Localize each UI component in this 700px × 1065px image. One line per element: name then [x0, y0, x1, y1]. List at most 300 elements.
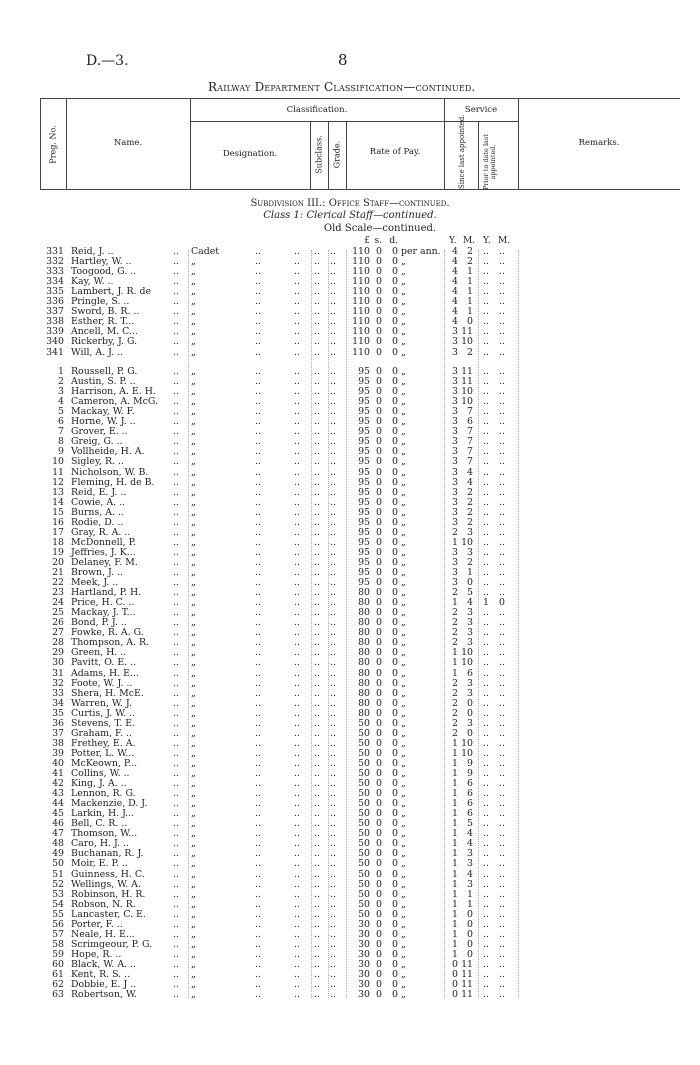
since-months: 0	[467, 577, 473, 589]
grade: ..	[330, 788, 336, 800]
leader-dots: ..	[173, 898, 179, 910]
table-row	[0, 859, 700, 869]
leader-dots: ..	[255, 597, 261, 609]
subclass: ..	[314, 426, 320, 438]
pay-shillings: 0	[376, 958, 382, 970]
grade: ..	[330, 346, 336, 358]
since-years: 1	[452, 647, 458, 659]
pay-pence: 0	[392, 536, 398, 548]
staff-name: Will, A. J. ..	[71, 346, 124, 358]
preg-no: 36	[52, 717, 64, 729]
grade: ..	[330, 597, 336, 609]
prior-months: ..	[499, 476, 505, 488]
prior-months: 0	[499, 597, 505, 609]
pay-pounds: 95	[358, 536, 370, 548]
since-years: 1	[452, 737, 458, 749]
leader-dots: ..	[294, 486, 300, 498]
leader-dots: ..	[255, 296, 261, 308]
grade: ..	[330, 818, 336, 830]
pay-pence: 0	[392, 506, 398, 518]
grade: ..	[330, 888, 336, 900]
since-months: 3	[467, 617, 473, 629]
designation: „	[191, 607, 196, 619]
prior-months: ..	[499, 336, 505, 348]
prior-months: ..	[499, 727, 505, 739]
prior-months: ..	[499, 376, 505, 388]
preg-no: 338	[46, 316, 64, 328]
prior-months: ..	[499, 969, 505, 980]
since-months: 6	[467, 778, 473, 790]
since-months: 1	[467, 306, 473, 318]
pay-pounds: 95	[358, 376, 370, 388]
staff-name: Kay, W. ..	[71, 276, 114, 288]
pay-pence: 0	[392, 898, 398, 910]
prior-years: ..	[483, 486, 489, 498]
pay-shillings: 0	[376, 366, 382, 377]
since-months: 2	[467, 256, 473, 268]
pay-shillings: 0	[376, 757, 382, 769]
prior-months: ..	[499, 446, 505, 458]
leader-dots: ..	[294, 526, 300, 538]
leader-dots: ..	[294, 577, 300, 589]
pay-pounds: 110	[352, 266, 370, 278]
pay-pounds: 80	[358, 637, 370, 649]
prior-months: ..	[499, 888, 505, 900]
designation: „	[191, 637, 196, 649]
leader-dots: ..	[173, 536, 179, 548]
prior-years: ..	[483, 406, 489, 418]
designation: „	[191, 727, 196, 739]
preg-no: 45	[52, 808, 64, 820]
leader-dots: ..	[173, 466, 179, 478]
prior-months: ..	[499, 979, 505, 991]
pay-shillings: 0	[376, 948, 382, 960]
pay-period: per ann.	[401, 246, 441, 257]
designation: „	[191, 838, 196, 850]
pay-shillings: 0	[376, 868, 382, 880]
pay-period: „	[401, 858, 406, 870]
pay-pence: 0	[392, 697, 398, 709]
designation: „	[191, 898, 196, 910]
leader-dots: ..	[173, 868, 179, 880]
leader-dots: ..	[294, 808, 300, 820]
pay-pounds: 95	[358, 546, 370, 558]
pay-shillings: 0	[376, 788, 382, 800]
leader-dots: ..	[173, 848, 179, 860]
pay-pounds: 110	[352, 316, 370, 328]
pay-period: „	[401, 556, 406, 568]
prior-months: ..	[499, 838, 505, 850]
prior-years: ..	[483, 466, 489, 478]
designation: „	[191, 266, 196, 278]
leader-dots: ..	[173, 396, 179, 408]
since-months: 0	[467, 908, 473, 920]
prior-years: ..	[483, 969, 489, 980]
leader-dots: ..	[294, 597, 300, 609]
pay-shillings: 0	[376, 376, 382, 388]
designation: „	[191, 888, 196, 900]
designation: „	[191, 567, 196, 578]
pay-pence: 0	[392, 858, 398, 870]
since-years: 0	[452, 969, 458, 980]
pay-pence: 0	[392, 446, 398, 458]
staff-name: Frethey, E. A.	[71, 737, 136, 749]
pay-pounds: 50	[358, 868, 370, 880]
pay-shillings: 0	[376, 828, 382, 840]
preg-no: 18	[52, 536, 64, 548]
grade: ..	[330, 306, 336, 318]
pay-shillings: 0	[376, 506, 382, 518]
preg-no: 56	[52, 918, 64, 930]
grade: ..	[330, 989, 336, 1001]
pay-period: „	[401, 446, 406, 458]
pay-pounds: 50	[358, 747, 370, 759]
leader-dots: ..	[173, 486, 179, 498]
since-years: 3	[452, 516, 458, 528]
since-months: 5	[467, 818, 473, 830]
pay-period: „	[401, 878, 406, 890]
since-years: 1	[452, 818, 458, 830]
leader-dots: ..	[255, 707, 261, 719]
unit-shilling: s.	[374, 236, 382, 246]
since-years: 3	[452, 466, 458, 478]
designation: „	[191, 958, 196, 970]
prior-years: ..	[483, 607, 489, 619]
header-preg-no: Preg. No.	[48, 125, 58, 164]
designation: „	[191, 526, 196, 538]
prior-years: ..	[483, 516, 489, 528]
pay-pounds: 95	[358, 456, 370, 468]
prior-years: ..	[483, 657, 489, 669]
leader-dots: ..	[173, 908, 179, 920]
pay-pence: 0	[392, 316, 398, 328]
leader-dots: ..	[294, 396, 300, 408]
since-months: 3	[467, 858, 473, 870]
pay-shillings: 0	[376, 536, 382, 548]
since-months: 0	[467, 918, 473, 930]
since-years: 1	[452, 868, 458, 880]
pay-shillings: 0	[376, 556, 382, 568]
pay-pence: 0	[392, 627, 398, 639]
staff-name: Mackay, J. T...	[71, 607, 136, 619]
designation: „	[191, 256, 196, 268]
grade: ..	[330, 556, 336, 568]
since-months: 0	[467, 316, 473, 328]
designation: „	[191, 506, 196, 518]
leader-dots: ..	[255, 396, 261, 408]
pay-pence: 0	[392, 757, 398, 769]
since-years: 1	[452, 798, 458, 810]
staff-name: Graham, F. ..	[71, 727, 132, 739]
prior-years: ..	[483, 416, 489, 428]
grade: ..	[330, 567, 336, 578]
staff-name: Horne, W. J. ..	[71, 416, 136, 428]
designation: „	[191, 908, 196, 920]
pay-period: „	[401, 697, 406, 709]
since-months: 4	[467, 466, 473, 478]
leader-dots: ..	[255, 426, 261, 438]
designation: „	[191, 597, 196, 609]
pay-pence: 0	[392, 798, 398, 810]
prior-months: ..	[499, 677, 505, 689]
prior-years: ..	[483, 346, 489, 358]
pay-pounds: 50	[358, 778, 370, 790]
pay-period: „	[401, 577, 406, 589]
prior-years: ..	[483, 898, 489, 910]
prior-years: ..	[483, 868, 489, 880]
since-months: 3	[467, 627, 473, 639]
leader-dots: ..	[255, 928, 261, 940]
grade: ..	[330, 757, 336, 769]
staff-name: Vollheide, H. A.	[71, 446, 145, 458]
leader-dots: ..	[294, 818, 300, 830]
preg-no: 8	[58, 436, 64, 448]
leader-dots: ..	[255, 828, 261, 840]
pay-pounds: 30	[358, 948, 370, 960]
since-years: 1	[452, 908, 458, 920]
grade: ..	[330, 436, 336, 448]
since-years: 4	[452, 286, 458, 298]
pay-shillings: 0	[376, 326, 382, 338]
prior-years: ..	[483, 647, 489, 659]
header-designation: Designation.	[222, 149, 278, 159]
pay-pounds: 110	[352, 326, 370, 338]
staff-name: Lancaster, C. E.	[71, 908, 146, 920]
pay-pence: 0	[392, 256, 398, 268]
pay-shillings: 0	[376, 747, 382, 759]
pay-period: „	[401, 868, 406, 880]
pay-pounds: 95	[358, 556, 370, 568]
pay-pence: 0	[392, 496, 398, 508]
preg-no: 3	[58, 386, 64, 398]
since-months: 4	[467, 597, 473, 609]
leader-dots: ..	[294, 506, 300, 518]
pay-shillings: 0	[376, 818, 382, 830]
leader-dots: ..	[173, 386, 179, 398]
since-years: 4	[452, 296, 458, 308]
pay-period: „	[401, 928, 406, 940]
preg-no: 13	[52, 486, 64, 498]
staff-name: Ancell, M. C...	[71, 326, 138, 338]
pay-pounds: 80	[358, 687, 370, 699]
prior-years: ..	[483, 326, 489, 338]
leader-dots: ..	[294, 306, 300, 318]
leader-dots: ..	[173, 266, 179, 278]
staff-name: Shera, H. McE.	[71, 687, 144, 699]
leader-dots: ..	[173, 286, 179, 298]
pay-pence: 0	[392, 647, 398, 659]
pay-pounds: 95	[358, 486, 370, 498]
pay-shillings: 0	[376, 768, 382, 779]
since-years: 2	[452, 637, 458, 649]
subclass: ..	[314, 687, 320, 699]
preg-no: 334	[46, 276, 64, 288]
prior-years: ..	[483, 848, 489, 860]
prior-months: ..	[499, 436, 505, 448]
since-years: 1	[452, 888, 458, 900]
leader-dots: ..	[255, 717, 261, 729]
subclass: ..	[314, 266, 320, 278]
leader-dots: ..	[255, 466, 261, 478]
designation: „	[191, 918, 196, 930]
since-years: 1	[452, 848, 458, 860]
pay-shillings: 0	[376, 446, 382, 458]
designation: „	[191, 717, 196, 729]
leader-dots: ..	[255, 848, 261, 860]
since-months: 9	[467, 768, 473, 779]
grade: ..	[330, 737, 336, 749]
subclass: ..	[314, 567, 320, 578]
staff-name: Neale, H. E...	[71, 928, 135, 940]
preg-no: 331	[46, 246, 64, 257]
leader-dots: ..	[173, 587, 179, 599]
pay-pounds: 110	[352, 336, 370, 348]
pay-shillings: 0	[376, 637, 382, 649]
prior-months: ..	[499, 707, 505, 719]
prior-years: ..	[483, 526, 489, 538]
leader-dots: ..	[255, 526, 261, 538]
preg-no: 333	[46, 266, 64, 278]
prior-years: ..	[483, 697, 489, 709]
designation: „	[191, 948, 196, 960]
subclass: ..	[314, 376, 320, 388]
leader-dots: ..	[255, 918, 261, 930]
staff-name: Curtis, J. W. ..	[71, 707, 136, 719]
leader-dots: ..	[173, 938, 179, 950]
prior-months: ..	[499, 366, 505, 377]
leader-dots: ..	[255, 798, 261, 810]
grade: ..	[330, 828, 336, 840]
pay-shillings: 0	[376, 979, 382, 991]
staff-name: Grover, E. ..	[71, 426, 128, 438]
pay-period: „	[401, 938, 406, 950]
leader-dots: ..	[294, 336, 300, 348]
prior-months: ..	[499, 938, 505, 950]
staff-name: Scrimgeour, P. G.	[71, 938, 153, 950]
grade: ..	[330, 456, 336, 468]
since-years: 2	[452, 707, 458, 719]
preg-no: 20	[52, 556, 64, 568]
prior-years: ..	[483, 928, 489, 940]
prior-months: ..	[499, 577, 505, 589]
subclass: ..	[314, 536, 320, 548]
staff-name: Toogood, G. ..	[71, 266, 137, 278]
since-years: 3	[452, 396, 458, 408]
pay-period: „	[401, 587, 406, 599]
prior-years: ..	[483, 717, 489, 729]
subclass: ..	[314, 286, 320, 298]
pay-period: „	[401, 958, 406, 970]
since-months: 6	[467, 416, 473, 428]
prior-months: ..	[499, 416, 505, 428]
staff-name: Brown, J. ..	[71, 567, 123, 578]
pay-pounds: 80	[358, 587, 370, 599]
staff-name: Warren, W. J.	[71, 697, 132, 709]
pay-pence: 0	[392, 808, 398, 820]
since-years: 1	[452, 948, 458, 960]
pay-period: „	[401, 687, 406, 699]
prior-years: ..	[483, 737, 489, 749]
pay-shillings: 0	[376, 587, 382, 599]
grade: ..	[330, 969, 336, 980]
prior-months: ..	[499, 516, 505, 528]
subclass: ..	[314, 456, 320, 468]
pay-shillings: 0	[376, 436, 382, 448]
staff-name: Rodie, D. ..	[71, 516, 124, 528]
preg-no: 46	[52, 818, 64, 830]
leader-dots: ..	[255, 366, 261, 377]
prior-months: ..	[499, 818, 505, 830]
subclass: ..	[314, 778, 320, 790]
subclass: ..	[314, 466, 320, 478]
pay-shillings: 0	[376, 486, 382, 498]
pay-shillings: 0	[376, 908, 382, 920]
table-row	[0, 468, 700, 478]
designation: „	[191, 276, 196, 288]
leader-dots: ..	[294, 727, 300, 739]
preg-no: 25	[52, 607, 64, 619]
designation: „	[191, 627, 196, 639]
leader-dots: ..	[173, 316, 179, 328]
preg-no: 339	[46, 326, 64, 338]
prior-years: ..	[483, 798, 489, 810]
pay-pence: 0	[392, 727, 398, 739]
grade: ..	[330, 979, 336, 991]
leader-dots: ..	[173, 918, 179, 930]
leader-dots: ..	[294, 406, 300, 418]
prior-years: ..	[483, 256, 489, 268]
prior-months: ..	[499, 406, 505, 418]
pay-period: „	[401, 798, 406, 810]
pay-pounds: 95	[358, 496, 370, 508]
leader-dots: ..	[173, 828, 179, 840]
pay-pounds: 50	[358, 737, 370, 749]
unit-pound: £	[364, 236, 370, 246]
prior-years: ..	[483, 386, 489, 398]
pay-shillings: 0	[376, 687, 382, 699]
staff-name: Greig, G. ..	[71, 436, 123, 448]
since-months: 6	[467, 808, 473, 820]
prior-months: ..	[499, 526, 505, 538]
leader-dots: ..	[294, 546, 300, 558]
subclass: ..	[314, 948, 320, 960]
leader-dots: ..	[173, 928, 179, 940]
pay-pounds: 50	[358, 798, 370, 810]
prior-years: ..	[483, 316, 489, 328]
pay-pounds: 95	[358, 426, 370, 438]
grade: ..	[330, 657, 336, 669]
header-grade: Grade.	[332, 140, 342, 169]
preg-no: 42	[52, 778, 64, 790]
leader-dots: ..	[173, 657, 179, 669]
pay-pence: 0	[392, 707, 398, 719]
prior-years: ..	[483, 677, 489, 689]
preg-no: 37	[52, 727, 64, 739]
since-years: 3	[452, 386, 458, 398]
leader-dots: ..	[294, 948, 300, 960]
pay-period: „	[401, 536, 406, 548]
prior-months: ..	[499, 757, 505, 769]
pay-pence: 0	[392, 687, 398, 699]
grade: ..	[330, 808, 336, 820]
staff-name: Robertson, W.	[71, 989, 137, 1001]
pay-shillings: 0	[376, 697, 382, 709]
subclass: ..	[314, 597, 320, 609]
prior-years: ..	[483, 556, 489, 568]
since-months: 1	[467, 898, 473, 910]
subclass: ..	[314, 657, 320, 669]
leader-dots: ..	[173, 788, 179, 800]
